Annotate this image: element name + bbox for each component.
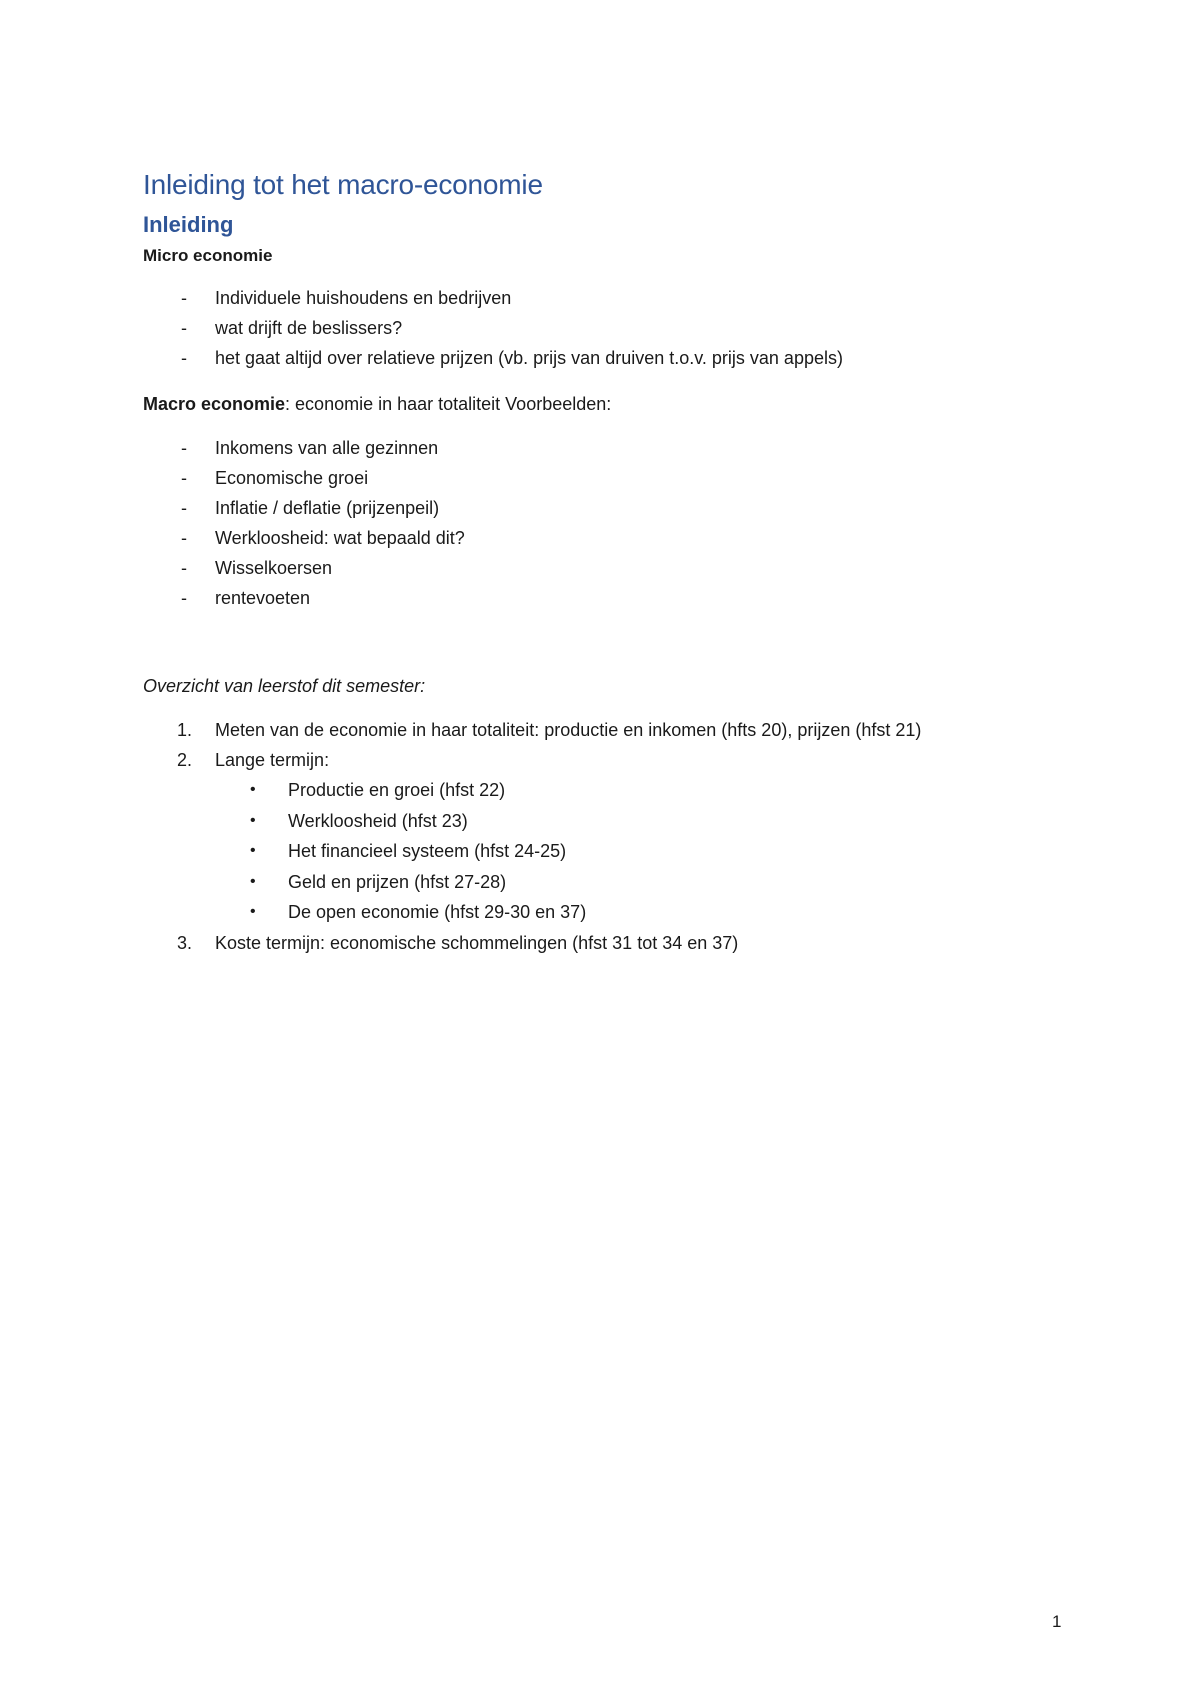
section-heading: Inleiding bbox=[143, 212, 234, 237]
list-item bbox=[143, 523, 1063, 553]
dash-marker: - bbox=[181, 288, 187, 308]
overview-heading: Overzicht van leerstof dit semester: bbox=[143, 676, 426, 696]
list-item bbox=[143, 493, 1063, 523]
bullet-marker: • bbox=[250, 903, 256, 920]
macro-list bbox=[143, 433, 1063, 613]
bullet-marker: • bbox=[250, 811, 256, 829]
list-item-text: wat drijft de beslissers? bbox=[215, 318, 403, 338]
dash-marker: - bbox=[181, 558, 187, 578]
bullet-item bbox=[143, 897, 1063, 928]
list-item bbox=[143, 283, 1063, 313]
bullet-item bbox=[143, 806, 1063, 837]
macro-heading: Macro economie bbox=[143, 394, 286, 414]
list-item-text: Wisselkoersen bbox=[215, 558, 333, 578]
page-content bbox=[143, 165, 1063, 958]
bullet-item bbox=[143, 836, 1063, 867]
list-item bbox=[143, 433, 1063, 463]
numbered-item bbox=[143, 928, 1063, 958]
list-item bbox=[143, 343, 1063, 373]
bullet-item-text: Werkloosheid (hfst 23) bbox=[288, 810, 468, 831]
dash-marker: - bbox=[181, 468, 187, 488]
dash-marker: - bbox=[181, 528, 187, 548]
numbered-item-text: Koste termijn: economische schommelingen (hfst 31 tot 34 en 37) bbox=[215, 932, 739, 953]
macro-paragraph bbox=[143, 389, 1063, 419]
bullet-marker: • bbox=[250, 781, 256, 798]
dash-marker: - bbox=[181, 498, 187, 518]
bullet-item bbox=[143, 867, 1063, 898]
numbered-item bbox=[143, 745, 1063, 928]
item-number: 2. bbox=[177, 750, 193, 770]
sub-bullet-list bbox=[215, 775, 1063, 928]
numbered-item-text: Meten van de economie in haar totaliteit: productie en inkomen (hfts 20), prijzen (hfst 21) bbox=[215, 720, 922, 740]
list-item-text: rentevoeten bbox=[215, 588, 311, 608]
micro-list bbox=[143, 283, 1063, 373]
list-item-text: Inflatie / deflatie (prijzenpeil) bbox=[215, 498, 440, 518]
list-item-text: Inkomens van alle gezinnen bbox=[215, 438, 439, 458]
dash-marker: - bbox=[181, 588, 187, 608]
list-item-text: Individuele huishoudens en bedrijven bbox=[215, 288, 512, 308]
bullet-marker: • bbox=[250, 872, 256, 890]
overview-list bbox=[143, 715, 1063, 958]
bullet-item-text: Geld en prijzen (hfst 27-28) bbox=[288, 871, 507, 892]
numbered-item-text: Lange termijn: bbox=[215, 750, 330, 770]
macro-description: : economie in haar totaliteit Voorbeelden: bbox=[285, 394, 612, 414]
dash-marker: - bbox=[181, 318, 187, 338]
bullet-marker: • bbox=[250, 842, 256, 859]
numbered-item bbox=[143, 715, 1063, 745]
list-item-text: Werkloosheid: wat bepaald dit? bbox=[215, 528, 465, 548]
bullet-item-text: De open economie (hfst 29-30 en 37) bbox=[288, 902, 587, 922]
item-number: 3. bbox=[177, 932, 193, 953]
bullet-item-text: Het financieel systeem (hfst 24-25) bbox=[288, 841, 567, 861]
list-item bbox=[143, 583, 1063, 613]
item-number: 1. bbox=[177, 720, 193, 740]
page-number: 1 bbox=[1052, 1612, 1062, 1631]
list-item bbox=[143, 313, 1063, 343]
dash-marker: - bbox=[181, 438, 187, 458]
list-item bbox=[143, 553, 1063, 583]
dash-marker: - bbox=[181, 348, 187, 368]
micro-heading: Micro economie bbox=[143, 246, 273, 265]
list-item bbox=[143, 463, 1063, 493]
bullet-item-text: Productie en groei (hfst 22) bbox=[288, 780, 506, 800]
document-title: Inleiding tot het macro-economie bbox=[143, 169, 543, 200]
list-item-text: het gaat altijd over relatieve prijzen (vb. prijs van druiven t.o.v. prijs van appels) bbox=[215, 348, 843, 368]
list-item-text: Economische groei bbox=[215, 468, 369, 488]
bullet-item bbox=[143, 775, 1063, 806]
